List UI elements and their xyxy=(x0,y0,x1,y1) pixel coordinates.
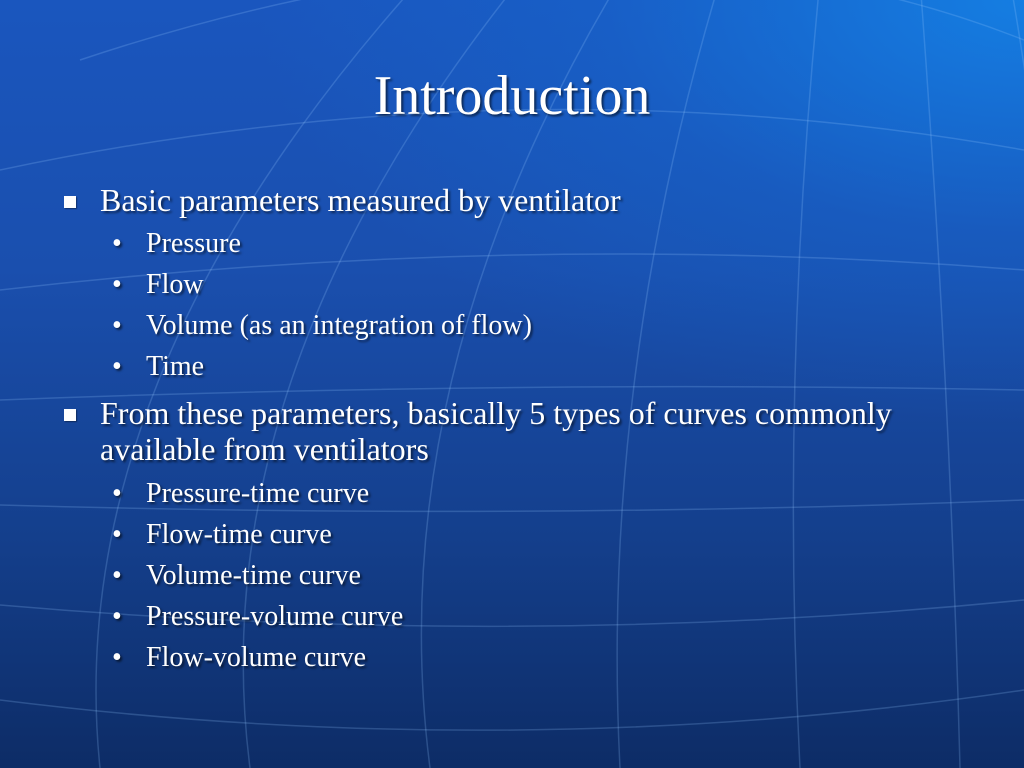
sub-bullet-item: Pressure-volume curve xyxy=(146,601,404,632)
square-bullet-icon xyxy=(64,196,76,208)
dot-bullet-icon: • xyxy=(112,519,122,550)
sub-bullet-item: Flow-volume curve xyxy=(146,642,367,673)
sub-bullet-item: Volume-time curve xyxy=(146,560,361,591)
sub-bullet-item: Volume (as an integration of flow) xyxy=(146,310,532,341)
sub-bullet-item: Flow-time curve xyxy=(146,519,332,550)
bullet-item-2: From these parameters, basically 5 types of curves commonly available from ventilators xyxy=(100,395,892,467)
sub-bullet-item: Pressure xyxy=(146,228,241,259)
sub-bullet-item: Flow xyxy=(146,269,204,300)
dot-bullet-icon: • xyxy=(112,642,122,673)
dot-bullet-icon: • xyxy=(112,228,122,259)
dot-bullet-icon: • xyxy=(112,351,122,382)
dot-bullet-icon: • xyxy=(112,560,122,591)
slide-title: Introduction xyxy=(373,65,651,127)
square-bullet-icon xyxy=(64,409,76,421)
dot-bullet-icon: • xyxy=(112,601,122,632)
sub-bullet-item: Time xyxy=(146,351,205,382)
dot-bullet-icon: • xyxy=(112,269,122,300)
dot-bullet-icon: • xyxy=(112,310,122,341)
sub-bullet-item: Pressure-time curve xyxy=(146,478,370,509)
bullet-item-1: Basic parameters measured by ventilator xyxy=(100,182,621,218)
dot-bullet-icon: • xyxy=(112,478,122,509)
